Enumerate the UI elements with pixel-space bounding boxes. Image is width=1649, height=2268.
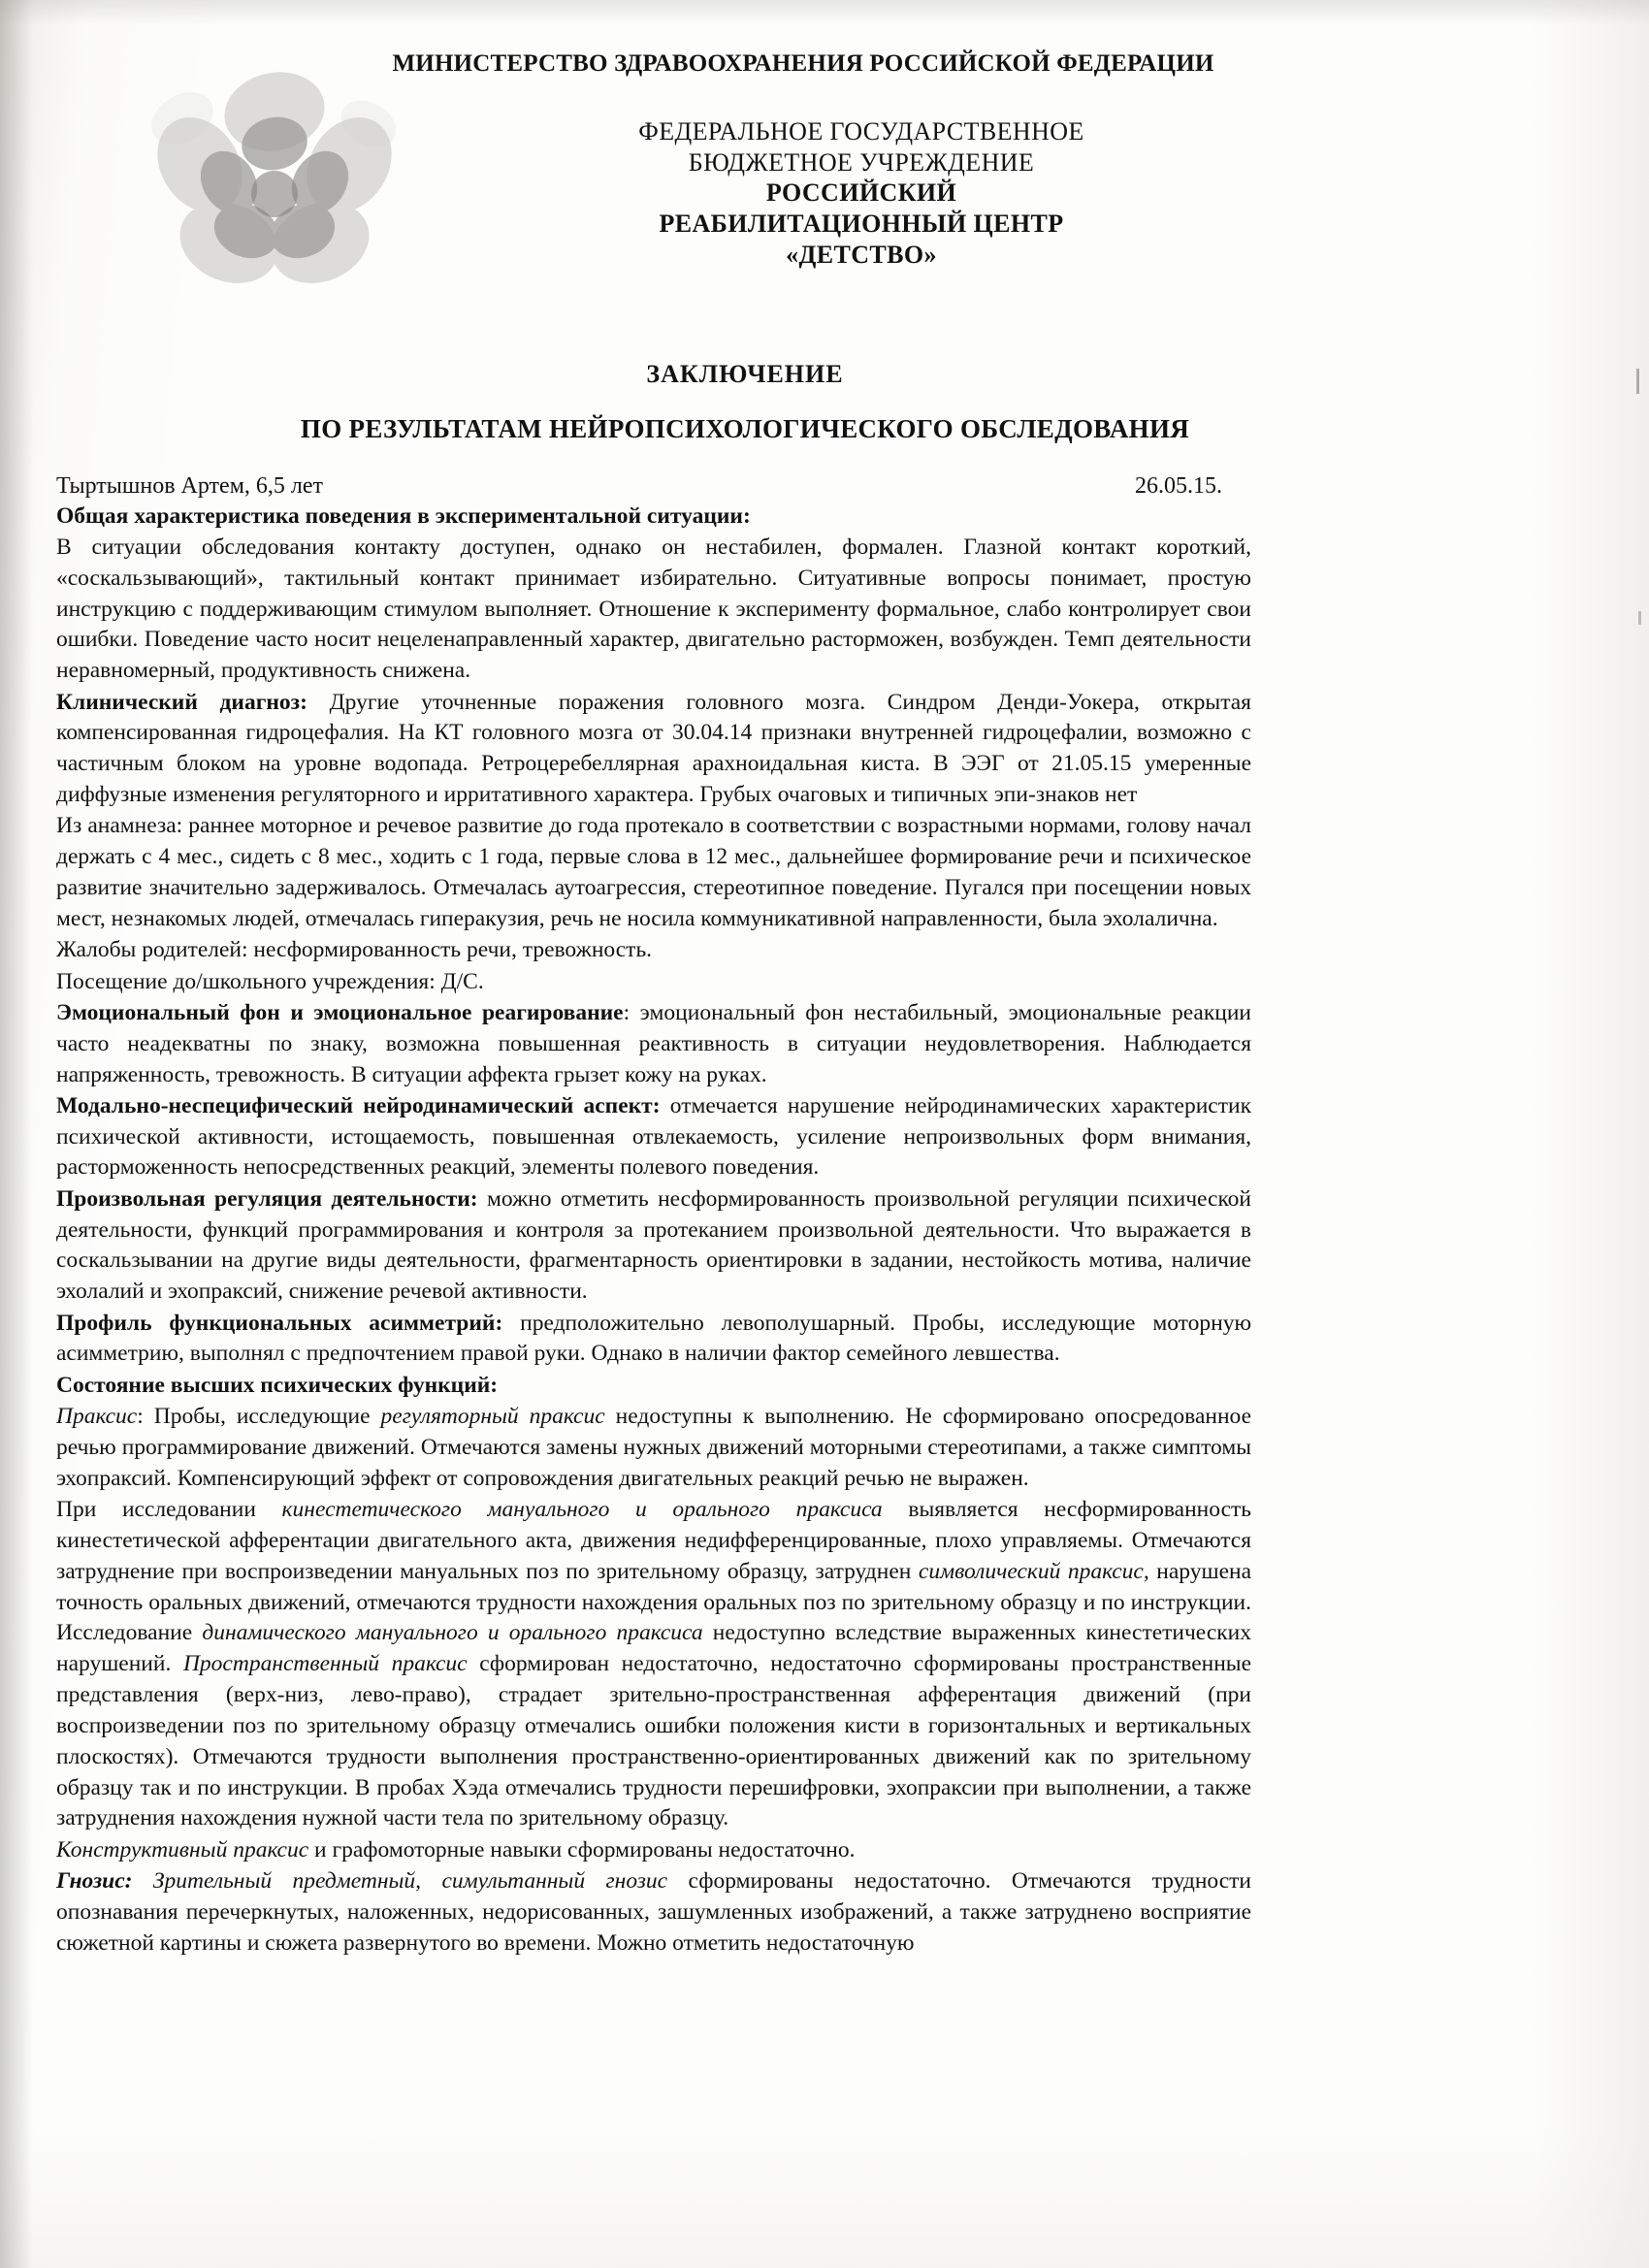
document-subtitle: ПО РЕЗУЛЬТАТАМ НЕЙРОПСИХОЛОГИЧЕСКОГО ОБСЛЕДОВАНИЯ (300, 413, 1190, 443)
asymmetry-heading: Профиль функциональных асимметрий: (56, 1310, 503, 1336)
ministry-heading: МИНИСТЕРСТВО ЗДРАВООХРАНЕНИЯ РОССИЙСКОЙ ФЕДЕРАЦИИ (392, 50, 1214, 77)
organization-line-1: ФЕДЕРАЛЬНОЕ ГОСУДАРСТВЕННОЕ (638, 117, 1084, 146)
praxis-paragraph-1 (56, 1402, 1251, 1494)
praxis2-italic-symbolic: символический праксис, (918, 1558, 1149, 1584)
praxis-text-a: : Пробы, исследующие (137, 1404, 381, 1430)
regulation-text: можно отметить несформированность произвольной регуляции психической деятельности, функций программирования и контроля за протеканием произвольной деятельности. Что выражается в соскальзывании на другие виды деятельности, фрагментарность ориентировки в задании, нестойкость мотива, наличие эхолалий и эхопраксий, снижение речевой активности. (56, 1185, 1252, 1305)
constructive-praxis-text: и графомоторные навыки сформированы недостаточно. (308, 1836, 856, 1863)
praxis2-text-a: При исследовании (56, 1497, 282, 1523)
organization-block (561, 116, 1162, 271)
gnosis-paragraph (56, 1866, 1251, 1959)
hmf-heading-text: Состояние высших психических функций: (56, 1372, 499, 1398)
praxis-paragraph-2 (56, 1495, 1251, 1834)
praxis2-italic-spatial: Пространственный праксис (182, 1651, 468, 1677)
emotional-paragraph (56, 998, 1251, 1090)
scan-artifact-mark-2 (1638, 611, 1641, 625)
organization-line-2: БЮДЖЕТНОЕ УЧРЕЖДЕНИЕ (688, 147, 1035, 177)
document-content (56, 33, 1259, 1960)
diagnosis-text: Другие уточненные поражения головного мозга. Синдром Денди-Уокера, открытая компенсированная гидроцефалия. На КТ головного мозга от 30.04.14 признаки внутренней гидроцефалии, возможно с частичным блоком на уровне водопада. Ретроцеребеллярная арахноидальная киста. В ЭЭГ от 21.05.15 умеренные диффузные изменения регуляторного и ирритативного характера. Грубых очаговых и типичных эпи-знаков нет (56, 689, 1251, 808)
neurodynamic-text: отмечается нарушение нейродинамических характеристик психической активности, истощаемость, повышенная отвлекаемость, усиление непроизвольных форм внимания, расторможенность непосредственных реакций, элементы полевого поведения. (56, 1092, 1251, 1181)
emotional-text: : эмоциональный фон нестабильный, эмоциональные реакции часто неадекватны по знаку, возможна повышенная реактивность в ситуации неудовлетворения. Наблюдается напряженность, тревожность. В ситуации аффекта грызет кожу на руках. (56, 999, 1251, 1087)
asymmetry-text: предположительно левополушарный. Пробы, исследующие моторную асимметрию, выполнял с предпочтением правой руки. Однако в наличии фактор семейного левшества. (56, 1310, 1251, 1367)
praxis2-italic-dynamic: динамического мануального и орального праксиса (202, 1620, 703, 1646)
patient-name: Тыртышнов Артем, 6,5 лет (56, 472, 324, 499)
neurodynamic-paragraph (56, 1091, 1251, 1183)
organization-line-3: РОССИЙСКИЙ (765, 178, 957, 208)
hmf-heading (56, 1371, 1251, 1402)
regulation-heading: Произвольная регуляция деятельности: (56, 1185, 478, 1212)
praxis-italic-regulatory: регуляторный праксис (380, 1404, 605, 1430)
complaints-paragraph: Жалобы родителей: несформированность речи, тревожность. (56, 937, 653, 963)
praxis2-text-e: сформирован недостаточно, недостаточно сформированы пространственные представления (верх-низ, лево-право), страдает зрительно-пространственная афферентация движений (при воспроизведении поз по зрительному образцу отмечались ошибки положения кисти в горизонтальных и вертикальных плоскостях). Отмечаются трудности выполнения пространственно-ориентированных движений как по зрительному образцу так и по инструкции. В пробах Хэда отмечались трудности перешифровки, эхопраксии при выполнении, а также затруднения нахождения нужной части тела по зрительному образцу. (56, 1651, 1251, 1831)
scan-artifact-mark (1636, 369, 1639, 394)
praxis-label: Праксис (56, 1404, 138, 1430)
praxis2-text-b: выявляется несформированность кинестетической афферентации двигательного акта, движения недифференцированные, плохо управляемы. Отмечаются затруднение при воспроизведении мануальных поз по зрительному образцу, затруднен (56, 1497, 1251, 1584)
behavior-paragraph: В ситуации обследования контакту доступен, однако он нестабилен, формален. Глазной контакт короткий, «соскальзывающий», тактильный контакт принимает избирательно. Ситуативные вопросы понимает, простую инструкцию с поддерживающим стимулом выполняет. Отношение к эксперименту формальное, слабо контролирует свои ошибки. Поведение часто носит нецеленаправленный характер, двигательно расторможен, возбужден. Темп деятельности неравномерный, продуктивность снижена. (56, 534, 1251, 684)
regulation-paragraph (56, 1184, 1251, 1308)
anamnesis-paragraph: Из анамнеза: раннее моторное и речевое развитие до года протекало в соответствии с возрастными нормами, голову начал держать с 4 мес., сидеть с 8 мес., ходить с 1 года, первые слова в 12 мес., дальнейшее формирование речи и психическое развитие значительно задерживалось. Отмечалась аутоагрессия, стереотипное поведение. Пугался при посещении новых мест, незнакомых людей, отмечалась гиперакузия, речь не носила коммуникативной направленности, была эхолалична. (56, 813, 1251, 931)
organization-line-5: «ДЕТСТВО» (786, 240, 937, 269)
patient-row (56, 473, 1249, 500)
gnosis-text: сформированы недостаточно. Отмечаются трудности опознавания перечеркнутых, наложенных, недорисованных, зашумленных изображений, а также затруднено восприятие сюжетной картины и сюжета развернутого во времени. Можно отметить недостаточную (56, 1868, 1252, 1956)
organization-line-4: РЕАБИЛИТАЦИОННЫЙ ЦЕНТР (659, 210, 1064, 239)
praxis2-italic-kinesthetic: кинестетического мануального и орального праксиса (281, 1497, 883, 1523)
behavior-heading (56, 502, 1251, 533)
preschool-paragraph: Посещение до/школьного учреждения: Д/С. (56, 968, 484, 994)
constructive-praxis-italic: Конструктивный праксис (56, 1836, 309, 1863)
praxis2-text-c: нарушена точность оральных движений, отмечаются трудности нахождения оральных поз по зрительному образцу и по инструкции. Исследование (56, 1558, 1252, 1646)
gnosis-italic: Зрительный предметный, симультанный гнозис (132, 1868, 668, 1895)
praxis2-text-d: недоступно вследствие выраженных кинестетических нарушений. (56, 1620, 1251, 1677)
neurodynamic-heading: Модально-неспецифический нейродинамический аспект: (56, 1092, 661, 1118)
constructive-praxis-paragraph (56, 1835, 1251, 1866)
document-title: ЗАКЛЮЧЕНИЕ (646, 359, 844, 388)
page-edge-shadow-top (0, 0, 1649, 25)
diagnosis-heading: Клинический диагноз: (56, 689, 307, 715)
praxis-text-b: недоступны к выполнению. Не сформировано опосредованное речью программирование движений. Отмечаются замены нужных движений моторными стереотипами, а также симптомы эхопраксий. Компенсирующий эффект от сопровождения двигательных реакций речью не выражен. (56, 1404, 1251, 1491)
diagnosis-paragraph (56, 688, 1251, 811)
asymmetry-paragraph (56, 1309, 1251, 1371)
page-edge-shadow-left (0, 0, 33, 2268)
emotional-heading: Эмоциональный фон и эмоциональное реагирование (56, 999, 624, 1025)
document-body (56, 502, 1251, 1960)
gnosis-label: Гнозис: (56, 1868, 133, 1895)
behavior-heading-text: Общая характеристика поведения в экспериментальной ситуации: (56, 502, 751, 529)
document-date: 26.05.15. (1135, 472, 1222, 499)
